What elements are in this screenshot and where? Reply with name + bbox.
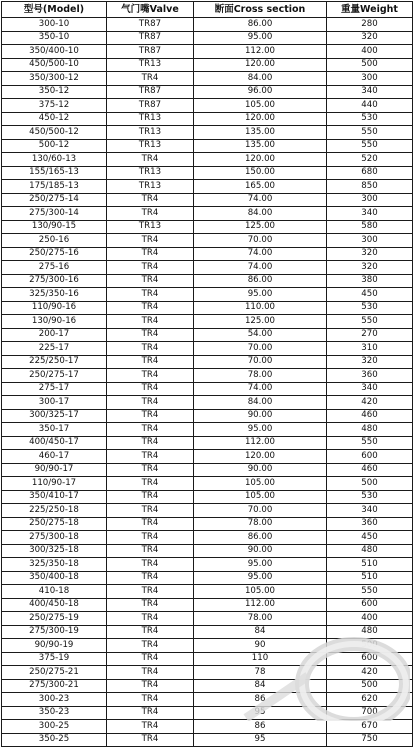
cross-section-cell: 84 [194,679,327,693]
weight-cell: 550 [327,436,413,450]
table-row [2,531,413,545]
valve-cell: TR4 [107,315,194,329]
weight-cell: 520 [327,153,413,167]
valve-cell: TR4 [107,733,194,747]
valve-cell: TR4 [107,261,194,275]
weight-cell: 680 [327,166,413,180]
weight-cell: 440 [327,99,413,113]
weight-cell: 550 [327,139,413,153]
model-cell: 250-16 [2,234,107,248]
model-cell: 400/450-18 [2,598,107,612]
table-row [2,544,413,558]
cross-section-cell: 84.00 [194,207,327,221]
weight-cell: 530 [327,112,413,126]
cross-section-cell: 96.00 [194,85,327,99]
weight-cell: 480 [327,544,413,558]
cross-section-cell: 120.00 [194,58,327,72]
valve-cell: TR87 [107,45,194,59]
table-row [2,436,413,450]
valve-cell: TR4 [107,288,194,302]
weight-cell: 320 [327,261,413,275]
weight-cell: 460 [327,463,413,477]
weight-cell: 500 [327,58,413,72]
cross-section-cell: 150.00 [194,166,327,180]
valve-cell: TR4 [107,72,194,86]
valve-cell: TR4 [107,598,194,612]
cross-section-cell: 95 [194,733,327,747]
valve-cell: TR4 [107,193,194,207]
weight-cell: 450 [327,531,413,545]
weight-cell: 500 [327,639,413,653]
table-row [2,112,413,126]
valve-cell: TR4 [107,301,194,315]
cross-section-cell: 74.00 [194,193,327,207]
weight-cell: 360 [327,517,413,531]
model-cell: 400/450-17 [2,436,107,450]
weight-cell: 400 [327,45,413,59]
model-cell: 350-23 [2,706,107,720]
cross-section-cell: 105.00 [194,477,327,491]
valve-cell: TR4 [107,207,194,221]
table-row [2,571,413,585]
cross-section-cell: 95.00 [194,558,327,572]
cross-section-cell: 86.00 [194,18,327,32]
model-cell: 275/300-16 [2,274,107,288]
cross-section-cell: 112.00 [194,45,327,59]
table-row [2,517,413,531]
table-row [2,585,413,599]
cross-section-cell: 70.00 [194,355,327,369]
valve-cell: TR4 [107,369,194,383]
valve-cell: TR4 [107,679,194,693]
table-row [2,639,413,653]
table-row [2,720,413,734]
cross-section-cell: 120.00 [194,112,327,126]
cross-section-cell: 70.00 [194,234,327,248]
valve-cell: TR4 [107,625,194,639]
model-cell: 275/300-21 [2,679,107,693]
table-row [2,85,413,99]
weight-cell: 850 [327,180,413,194]
valve-cell: TR13 [107,220,194,234]
weight-cell: 310 [327,342,413,356]
header-row [2,2,413,18]
table-row [2,247,413,261]
table-row [2,477,413,491]
model-cell: 110/90-17 [2,477,107,491]
valve-cell: TR4 [107,544,194,558]
model-cell: 250/275-17 [2,369,107,383]
header-model: 型号(Model) [2,2,107,18]
table-row [2,180,413,194]
table-row [2,369,413,383]
valve-cell: TR4 [107,517,194,531]
table-row [2,382,413,396]
weight-cell: 750 [327,733,413,747]
header-cross-section: 断面Cross section [194,2,327,18]
spec-table [1,1,413,747]
valve-cell: TR87 [107,31,194,45]
model-cell: 450/500-12 [2,126,107,140]
weight-cell: 380 [327,274,413,288]
model-cell: 250/275-16 [2,247,107,261]
cross-section-cell: 86 [194,720,327,734]
model-cell: 300-10 [2,18,107,32]
valve-cell: TR4 [107,706,194,720]
cross-section-cell: 78 [194,666,327,680]
valve-cell: TR4 [107,585,194,599]
table-row [2,423,413,437]
weight-cell: 620 [327,693,413,707]
valve-cell: TR4 [107,328,194,342]
table-row [2,625,413,639]
weight-cell: 670 [327,720,413,734]
weight-cell: 400 [327,612,413,626]
table-row [2,193,413,207]
model-cell: 275-17 [2,382,107,396]
model-cell: 275/300-19 [2,625,107,639]
model-cell: 110/90-16 [2,301,107,315]
table-row [2,99,413,113]
weight-cell: 420 [327,396,413,410]
cross-section-cell: 84.00 [194,396,327,410]
weight-cell: 530 [327,490,413,504]
table-row [2,598,413,612]
model-cell: 130/90-15 [2,220,107,234]
cross-section-cell: 70.00 [194,504,327,518]
model-cell: 175/185-13 [2,180,107,194]
model-cell: 350-17 [2,423,107,437]
table-row [2,342,413,356]
valve-cell: TR4 [107,652,194,666]
cross-section-cell: 120.00 [194,153,327,167]
valve-cell: TR4 [107,490,194,504]
valve-cell: TR4 [107,342,194,356]
weight-cell: 550 [327,315,413,329]
table-row [2,450,413,464]
valve-cell: TR4 [107,504,194,518]
model-cell: 130/90-16 [2,315,107,329]
model-cell: 275/300-18 [2,531,107,545]
model-cell: 300-23 [2,693,107,707]
weight-cell: 320 [327,247,413,261]
table-row [2,504,413,518]
table-row [2,733,413,747]
weight-cell: 550 [327,585,413,599]
weight-cell: 340 [327,207,413,221]
weight-cell: 580 [327,220,413,234]
table-row [2,652,413,666]
table-row [2,463,413,477]
weight-cell: 300 [327,72,413,86]
valve-cell: TR4 [107,531,194,545]
valve-cell: TR4 [107,450,194,464]
weight-cell: 510 [327,558,413,572]
valve-cell: TR4 [107,720,194,734]
model-cell: 375-19 [2,652,107,666]
model-cell: 375-12 [2,99,107,113]
cross-section-cell: 135.00 [194,139,327,153]
table-row [2,139,413,153]
cross-section-cell: 105.00 [194,490,327,504]
cross-section-cell: 54.00 [194,328,327,342]
cross-section-cell: 86 [194,693,327,707]
cross-section-cell: 90.00 [194,409,327,423]
cross-section-cell: 74.00 [194,382,327,396]
valve-cell: TR87 [107,99,194,113]
model-cell: 460-17 [2,450,107,464]
model-cell: 350/300-12 [2,72,107,86]
cross-section-cell: 112.00 [194,436,327,450]
table-row [2,126,413,140]
cross-section-cell: 86.00 [194,274,327,288]
valve-cell: TR87 [107,18,194,32]
model-cell: 500-12 [2,139,107,153]
cross-section-cell: 74.00 [194,247,327,261]
cross-section-cell: 95.00 [194,571,327,585]
table-row [2,153,413,167]
valve-cell: TR13 [107,180,194,194]
table-row [2,45,413,59]
cross-section-cell: 95.00 [194,288,327,302]
cross-section-cell: 78.00 [194,612,327,626]
table-row [2,18,413,32]
model-cell: 350-25 [2,733,107,747]
table-row [2,328,413,342]
table-row [2,706,413,720]
valve-cell: TR13 [107,166,194,180]
cross-section-cell: 84.00 [194,72,327,86]
model-cell: 350-10 [2,31,107,45]
cross-section-cell: 78.00 [194,517,327,531]
model-cell: 410-18 [2,585,107,599]
model-cell: 450-12 [2,112,107,126]
weight-cell: 340 [327,382,413,396]
model-cell: 350/400-18 [2,571,107,585]
cross-section-cell: 78.00 [194,369,327,383]
weight-cell: 300 [327,234,413,248]
model-cell: 325/350-16 [2,288,107,302]
header-valve: 气门嘴Valve [107,2,194,18]
table-row [2,558,413,572]
table-row [2,72,413,86]
weight-cell: 600 [327,652,413,666]
cross-section-cell: 95 [194,706,327,720]
weight-cell: 320 [327,355,413,369]
table-row [2,58,413,72]
cross-section-cell: 74.00 [194,261,327,275]
cross-section-cell: 86.00 [194,531,327,545]
cross-section-cell: 90.00 [194,463,327,477]
valve-cell: TR87 [107,85,194,99]
weight-cell: 500 [327,477,413,491]
valve-cell: TR4 [107,355,194,369]
model-cell: 300-17 [2,396,107,410]
header-weight: 重量Weight [327,2,413,18]
model-cell: 250/275-21 [2,666,107,680]
model-cell: 250/275-14 [2,193,107,207]
valve-cell: TR4 [107,396,194,410]
table-row [2,612,413,626]
valve-cell: TR4 [107,409,194,423]
cross-section-cell: 84 [194,625,327,639]
weight-cell: 450 [327,288,413,302]
weight-cell: 550 [327,126,413,140]
cross-section-cell: 125.00 [194,220,327,234]
valve-cell: TR13 [107,126,194,140]
model-cell: 300/325-17 [2,409,107,423]
table-row [2,666,413,680]
valve-cell: TR4 [107,571,194,585]
model-cell: 350/400-10 [2,45,107,59]
cross-section-cell: 70.00 [194,342,327,356]
weight-cell: 530 [327,301,413,315]
valve-cell: TR4 [107,477,194,491]
weight-cell: 600 [327,450,413,464]
model-cell: 200-17 [2,328,107,342]
cross-section-cell: 110 [194,652,327,666]
weight-cell: 320 [327,31,413,45]
model-cell: 300-25 [2,720,107,734]
model-cell: 155/165-13 [2,166,107,180]
valve-cell: TR4 [107,693,194,707]
table-row [2,31,413,45]
valve-cell: TR4 [107,436,194,450]
model-cell: 250/275-19 [2,612,107,626]
table-row [2,315,413,329]
table-row [2,274,413,288]
model-cell: 225-17 [2,342,107,356]
model-cell: 325/350-18 [2,558,107,572]
valve-cell: TR4 [107,463,194,477]
cross-section-cell: 135.00 [194,126,327,140]
cross-section-cell: 90 [194,639,327,653]
weight-cell: 420 [327,666,413,680]
weight-cell: 270 [327,328,413,342]
cross-section-cell: 105.00 [194,585,327,599]
table-row [2,166,413,180]
weight-cell: 460 [327,409,413,423]
table-row [2,693,413,707]
table-row [2,301,413,315]
valve-cell: TR4 [107,639,194,653]
model-cell: 350/410-17 [2,490,107,504]
weight-cell: 700 [327,706,413,720]
table-row [2,396,413,410]
valve-cell: TR13 [107,139,194,153]
model-cell: 90/90-19 [2,639,107,653]
weight-cell: 360 [327,369,413,383]
cross-section-cell: 110.00 [194,301,327,315]
valve-cell: TR4 [107,612,194,626]
cross-section-cell: 95.00 [194,423,327,437]
table-row [2,288,413,302]
model-cell: 275/300-14 [2,207,107,221]
table-row [2,679,413,693]
cross-section-cell: 105.00 [194,99,327,113]
valve-cell: TR4 [107,153,194,167]
model-cell: 275-16 [2,261,107,275]
weight-cell: 600 [327,598,413,612]
table-row [2,490,413,504]
model-cell: 300/325-18 [2,544,107,558]
cross-section-cell: 165.00 [194,180,327,194]
cross-section-cell: 95.00 [194,31,327,45]
cross-section-cell: 112.00 [194,598,327,612]
weight-cell: 480 [327,423,413,437]
model-cell: 225/250-18 [2,504,107,518]
cross-section-cell: 125.00 [194,315,327,329]
valve-cell: TR4 [107,274,194,288]
valve-cell: TR4 [107,234,194,248]
valve-cell: TR4 [107,382,194,396]
weight-cell: 480 [327,625,413,639]
cross-section-cell: 90.00 [194,544,327,558]
cross-section-cell: 120.00 [194,450,327,464]
weight-cell: 500 [327,679,413,693]
valve-cell: TR4 [107,247,194,261]
valve-cell: TR4 [107,666,194,680]
weight-cell: 300 [327,193,413,207]
model-cell: 130/60-13 [2,153,107,167]
table-row [2,234,413,248]
table-row [2,261,413,275]
model-cell: 225/250-17 [2,355,107,369]
weight-cell: 340 [327,504,413,518]
valve-cell: TR4 [107,423,194,437]
table-row [2,355,413,369]
model-cell: 90/90-17 [2,463,107,477]
valve-cell: TR13 [107,112,194,126]
model-cell: 350-12 [2,85,107,99]
table-body [2,18,413,747]
weight-cell: 510 [327,571,413,585]
weight-cell: 280 [327,18,413,32]
valve-cell: TR13 [107,58,194,72]
table-row [2,220,413,234]
model-cell: 450/500-10 [2,58,107,72]
model-cell: 250/275-18 [2,517,107,531]
weight-cell: 340 [327,85,413,99]
table-row [2,409,413,423]
table-row [2,207,413,221]
valve-cell: TR4 [107,558,194,572]
